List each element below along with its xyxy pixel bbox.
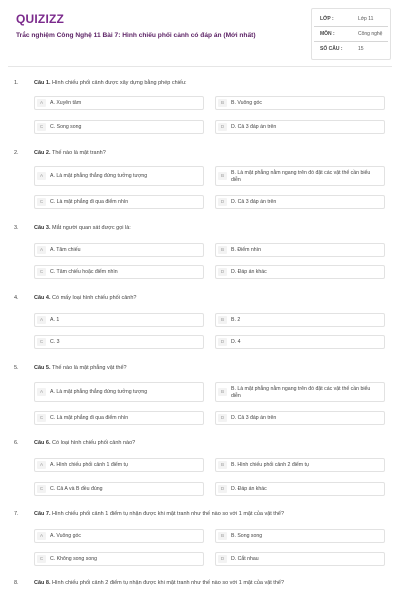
option-b[interactable]: [215, 96, 385, 110]
option-text: A. Là mặt phẳng thẳng đứng tưởng tượng: [50, 173, 148, 179]
option-text: B. Song song: [231, 533, 263, 539]
option-text: A. Hình chiếu phối cảnh 1 điểm tụ: [50, 462, 128, 468]
option-letter: A: [37, 246, 46, 254]
option-d[interactable]: [215, 195, 385, 209]
question-label: Câu 3.: [34, 225, 51, 231]
question-number: 7.: [14, 511, 19, 517]
question-text: [34, 365, 384, 371]
option-c[interactable]: [34, 335, 204, 349]
option-letter: D: [218, 123, 227, 131]
option-letter: B: [218, 246, 227, 254]
option-letter: A: [37, 99, 46, 107]
option-c[interactable]: [34, 195, 204, 209]
question-number: 8.: [14, 580, 19, 586]
option-letter: B: [218, 172, 227, 180]
question-text: [34, 80, 384, 86]
option-letter: C: [37, 123, 46, 131]
header-divider: [8, 66, 392, 67]
option-b[interactable]: [215, 313, 385, 327]
question-label: Câu 2.: [34, 150, 51, 156]
option-letter: B: [218, 316, 227, 324]
option-c[interactable]: [34, 482, 204, 496]
option-text: C. Là mặt phẳng đi qua điểm nhìn: [50, 415, 129, 421]
option-text: B. Là mặt phẳng nằm ngang trên đó đặt các vật thể cần biểu diễn: [231, 170, 371, 183]
option-c[interactable]: [34, 120, 204, 134]
meta-value: Công nghệ: [358, 31, 383, 37]
question-text: [34, 295, 384, 301]
meta-row-count: [314, 42, 388, 57]
question-text: [34, 150, 384, 156]
option-text: A. 1: [50, 317, 60, 323]
worksheet-title: Trắc nghiệm Công Nghệ 11 Bài 7: Hình chiếu phối cảnh có đáp án (Mới nhất): [16, 32, 256, 39]
option-d[interactable]: [215, 265, 385, 279]
question-number: 2.: [14, 150, 19, 156]
question-prompt: Có loại hình chiếu phối cảnh nào?: [52, 440, 136, 446]
option-text: D. Cắt nhau: [231, 556, 259, 562]
option-a[interactable]: [34, 313, 204, 327]
option-text: A. Vuông góc: [50, 533, 81, 539]
option-text: B. Vuông góc: [231, 100, 262, 106]
option-d[interactable]: [215, 335, 385, 349]
meta-label: LỚP :: [320, 16, 334, 22]
option-letter: C: [37, 555, 46, 563]
question-prompt: Mắt người quan sát được gọi là:: [52, 225, 131, 231]
meta-row-subject: [314, 27, 388, 42]
option-text: D. Đáp án khác: [231, 486, 267, 492]
option-letter: D: [218, 198, 227, 206]
question-prompt: Hình chiếu phối cảnh 2 điểm tụ nhận được khi mặt tranh như thế nào so với 1 mặt của vật thể?: [52, 580, 285, 586]
option-b[interactable]: [215, 166, 385, 186]
option-text: D. Cả 3 đáp án trên: [231, 124, 277, 130]
option-text: D. Cả 3 đáp án trên: [231, 199, 277, 205]
meta-label: SỐ CÂU :: [320, 46, 343, 52]
option-letter: A: [37, 532, 46, 540]
option-text: B. Điểm nhìn: [231, 247, 261, 253]
meta-value: 15: [358, 46, 364, 52]
option-letter: C: [37, 268, 46, 276]
option-letter: A: [37, 461, 46, 469]
option-letter: C: [37, 198, 46, 206]
question-number: 4.: [14, 295, 19, 301]
option-letter: D: [218, 268, 227, 276]
option-b[interactable]: [215, 243, 385, 257]
option-a[interactable]: [34, 382, 204, 402]
meta-row-class: [314, 12, 388, 27]
question-number: 3.: [14, 225, 19, 231]
option-letter: A: [37, 316, 46, 324]
option-a[interactable]: [34, 458, 204, 472]
option-c[interactable]: [34, 552, 204, 566]
option-letter: A: [37, 172, 46, 180]
option-letter: D: [218, 338, 227, 346]
quizizz-logo[interactable]: QUIZIZZ: [16, 12, 65, 26]
option-letter: B: [218, 99, 227, 107]
question-prompt: Thế nào là mặt phẳng vật thể?: [51, 365, 127, 371]
meta-label: MÔN :: [320, 31, 335, 37]
option-letter: B: [218, 532, 227, 540]
option-text: C. Cả A và B đều đúng: [50, 486, 103, 492]
option-text: B. Hình chiếu phối cảnh 2 điểm tụ: [231, 462, 309, 468]
question-number: 6.: [14, 440, 19, 446]
question-number: 1.: [14, 80, 19, 86]
option-d[interactable]: [215, 120, 385, 134]
question-text: [34, 225, 384, 231]
option-a[interactable]: [34, 166, 204, 186]
question-prompt: Hình chiếu phối cảnh 1 điểm tụ nhận được khi mặt tranh như thế nào so với 1 mặt của vật thể?: [52, 511, 285, 517]
meta-table: [314, 12, 388, 57]
option-b[interactable]: [215, 382, 385, 402]
option-text: C. Không song song: [50, 556, 98, 562]
option-text: C. Là mặt phẳng đi qua điểm nhìn: [50, 199, 129, 205]
option-text: A. Tâm chiếu: [50, 247, 81, 253]
option-text: C. 3: [50, 339, 60, 345]
option-letter: B: [218, 388, 227, 396]
option-letter: C: [37, 338, 46, 346]
option-letter: D: [218, 485, 227, 493]
question-label: Câu 5.: [34, 365, 51, 371]
question-text: [34, 580, 384, 586]
option-a[interactable]: [34, 529, 204, 543]
option-letter: C: [37, 414, 46, 422]
question-number: 5.: [14, 365, 19, 371]
option-d[interactable]: [215, 552, 385, 566]
question-prompt: Hình chiếu phối cảnh được xây dựng bằng phép chiếu:: [52, 80, 187, 86]
option-a[interactable]: [34, 96, 204, 110]
question-label: Câu 1.: [34, 80, 51, 86]
option-text: B. 2: [231, 317, 241, 323]
question-label: Câu 6.: [34, 440, 51, 446]
option-c[interactable]: [34, 411, 204, 425]
question-prompt: Thế nào là mặt tranh?: [51, 150, 106, 156]
option-d[interactable]: [215, 482, 385, 496]
question-prompt: Có mấy loại hình chiếu phối cảnh?: [52, 295, 137, 301]
option-text: A. Là mặt phẳng thẳng đứng tưởng tượng: [50, 389, 148, 395]
option-b[interactable]: [215, 529, 385, 543]
option-text: C. Tâm chiếu hoặc điểm nhìn: [50, 269, 118, 275]
option-letter: D: [218, 414, 227, 422]
option-text: D. Đáp án khác: [231, 269, 267, 275]
option-text: B. Là mặt phẳng nằm ngang trên đó đặt các vật thể cần biểu diễn: [231, 386, 371, 399]
option-a[interactable]: [34, 243, 204, 257]
option-letter: B: [218, 461, 227, 469]
question-label: Câu 7.: [34, 511, 51, 517]
option-letter: A: [37, 388, 46, 396]
question-text: [34, 511, 384, 517]
option-letter: D: [218, 555, 227, 563]
question-text: [34, 440, 384, 446]
option-c[interactable]: [34, 265, 204, 279]
question-label: Câu 8.: [34, 580, 51, 586]
worksheet-header: [0, 0, 400, 70]
option-letter: C: [37, 485, 46, 493]
option-text: D. 4: [231, 339, 241, 345]
meta-value: Lớp 11: [358, 16, 374, 22]
option-b[interactable]: [215, 458, 385, 472]
option-text: A. Xuyên tâm: [50, 100, 82, 106]
question-label: Câu 4.: [34, 295, 51, 301]
option-text: D. Cả 3 đáp án trên: [231, 415, 277, 421]
option-d[interactable]: [215, 411, 385, 425]
option-text: C. Song song: [50, 124, 82, 130]
